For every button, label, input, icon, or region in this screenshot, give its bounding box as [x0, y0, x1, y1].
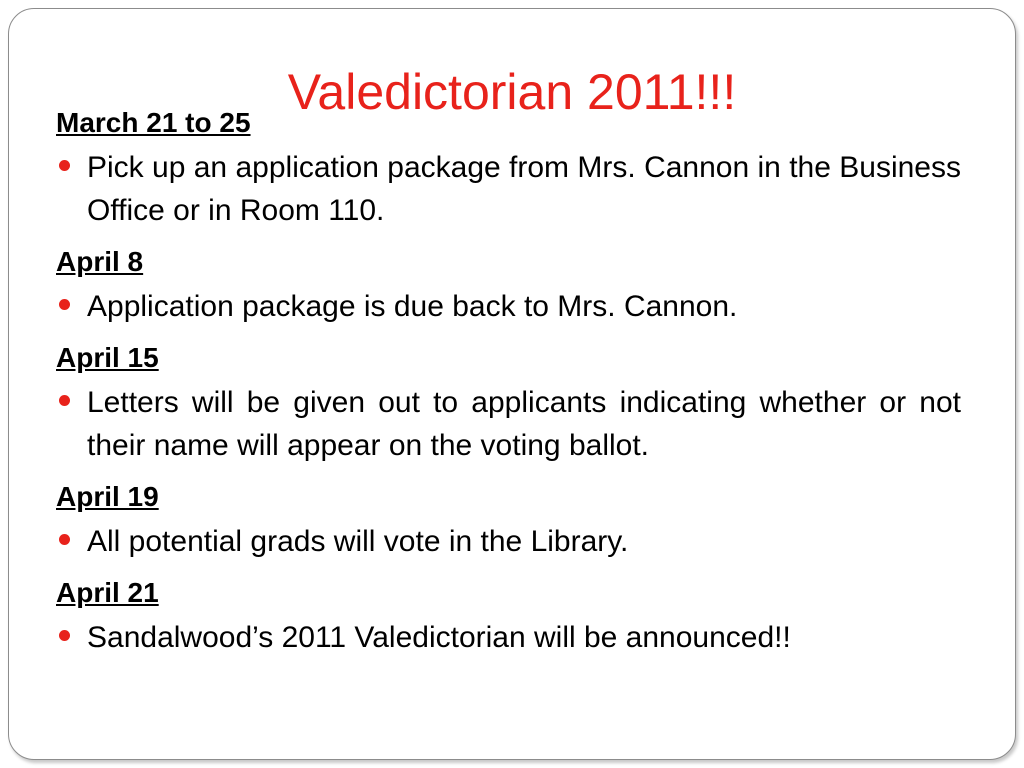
slide-title: Valedictorian 2011!!!: [287, 63, 737, 120]
slide-content: [56, 100, 961, 666]
bullet-text: All potential grads will vote in the Library.: [87, 525, 629, 558]
bullet-dot-icon: [59, 299, 70, 310]
bullet-dot-icon: [59, 395, 70, 406]
bullet-text: Letters will be given out to applicants indicating whether or not their name will appear on the voting ballot.: [87, 386, 961, 462]
bullet-dot-icon: [59, 630, 70, 641]
bullet-item: [56, 381, 961, 467]
bullet-text: Sandalwood’s 2011 Valedictorian will be announced!!: [87, 621, 791, 654]
bullet-text: Pick up an application package from Mrs. Cannon in the Business Office or in Room 110.: [87, 151, 961, 227]
bullet-item: [56, 616, 961, 659]
section-date-april-8: April 8: [56, 246, 144, 277]
bullet-dot-icon: [59, 160, 70, 171]
section-date-march-21-to-25: March 21 to 25: [56, 107, 251, 138]
section-date-april-19: April 19: [56, 481, 159, 512]
section-date-april-15: April 15: [56, 342, 159, 373]
bullet-item: [56, 285, 961, 328]
bullet-dot-icon: [59, 534, 70, 545]
bullet-item: [56, 520, 961, 563]
bullet-text: Application package is due back to Mrs. Cannon.: [87, 290, 738, 323]
section-date-april-21: April 21: [56, 577, 159, 608]
bullet-item: [56, 146, 961, 232]
